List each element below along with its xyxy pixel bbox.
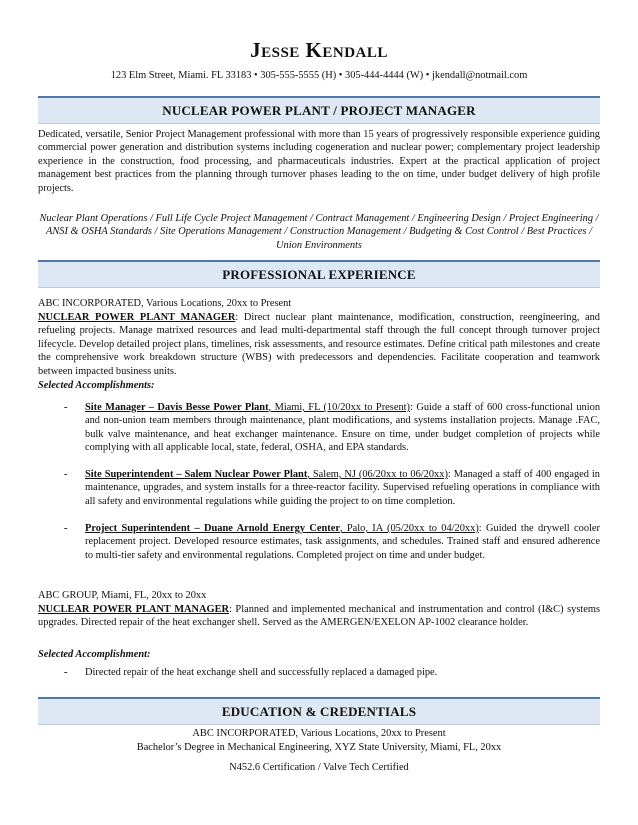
job1-title: NUCLEAR POWER PLANT MANAGER [38, 312, 236, 323]
summary-paragraph: Dedicated, versatile, Senior Project Management professional with more than 15 years of progressively responsible experience guiding commercial power generation and distribution systems including cogeneration and nuclear power; complementary project leadership experience in the construction, food processing, and pharmaceuticals industries. Expert at the practical application of project management best practices from the planning through turnover phases leading to the on time, under budget delivery of high profile projects. [38, 129, 600, 194]
bullet-body: : Guide a staff of 600 cross-functional union and non-union team members through maintenance, plant modifications, and systems installation projects. Manage .FAC, bulk valve maintenance, and heat exchanger maintenance. Ensure on time, under budget completion of projects while complying with all applicable local, state, federal, OSHA, and EPA standards. [85, 402, 601, 454]
certification-line: N452.6 Certification / Valve Tech Certified [229, 762, 409, 773]
job2-description [38, 603, 600, 630]
bullet-dash: - [64, 667, 68, 678]
experience-heading: PROFESSIONAL EXPERIENCE [38, 260, 600, 288]
skills-list: Nuclear Plant Operations / Full Life Cycle Project Management / Contract Management / Engineering Design / Project Engineering / ANSI & OSHA Standards / Site Operations Management / Construction Management / Budgeting & Cost Control / Best Practices / Union Environments [39, 213, 599, 251]
job1-company: ABC INCORPORATED, Various Locations, 20xx to Present [38, 298, 292, 309]
bullet-body: : Managed a staff of 400 engaged in maintenance, upgrades, and system installs for a three-reactor facility. Supervised refueling operations in compliance with all safety and environmental regulations while guiding the project to on time completion. [85, 469, 600, 507]
job1-description [38, 311, 600, 378]
education-heading: EDUCATION & CREDENTIALS [38, 697, 600, 725]
title-band: NUCLEAR POWER PLANT / PROJECT MANAGER [38, 96, 600, 124]
bullet-heading: Site Manager – Davis Besse Power Plant [85, 402, 269, 413]
job1-accomplishments-label: Selected Accomplishments: [38, 380, 155, 391]
bullet-location: , Salem, NJ (06/20xx to 06/20xx) [307, 469, 448, 480]
job2-company: ABC GROUP, Miami, FL, 20xx to 20xx [38, 590, 207, 601]
bullet-location: , Palo, IA (05/20xx to 04/20xx) [339, 523, 479, 534]
bullet-location: , Miami, FL (10/20xx to Present) [268, 402, 410, 413]
contact-info: 123 Elm Street, Miami. FL 33183 • 305-555-5555 (H) • 305-444-4444 (W) • jkendall@notmail.com [110, 70, 528, 81]
bullet-text [85, 522, 600, 562]
bullet-text [85, 468, 600, 508]
bullet-body: : Guided the drywell cooler replacement project. Developed resource estimates, task assignments, and schedules. Trained staff and ensured adherence to multi-tier safety and environmental regulations. Completed project on time and under budget. [85, 523, 600, 561]
job2-desc-text: : Planned and implemented mechanical and instrumentation and control (I&C) systems upgrades. Directed repair of the heat exchanger shell. Served as the AMERGEN/EXELON AP-1002 clearance holder. [38, 604, 600, 629]
education-line: Bachelor’s Degree in Mechanical Engineering, XYZ State University, Miami, FL, 20xx [136, 742, 502, 753]
job2-accomplishments-label: Selected Accomplishment: [38, 649, 151, 660]
bullet-text [85, 401, 600, 455]
bullet-heading: Project Superintendent – Duane Arnold Energy Center [85, 523, 340, 534]
candidate-name: Jesse Kendall [250, 38, 388, 62]
bullet-heading: Site Superintendent – Salem Nuclear Power Plant [85, 469, 308, 480]
job1-desc-text: : Direct nuclear plant maintenance, modification, construction, reengineering, and refueling projects. Manage matrixed resources and lead multi-departmental staff through the full concept through turnover project lifecycle. Develop detailed project plans, timelines, risk assessments, and resource estimates. Define critical path milestones and create the comprehensive work breakdown structure (WBS) with predecessors and dependencies. Facilitate cooperation and teamwork between impacted business units. [38, 312, 600, 377]
education-line: ABC INCORPORATED, Various Locations, 20xx to Present [192, 728, 446, 739]
bullet-text [85, 666, 600, 679]
job2-title: NUCLEAR POWER PLANT MANAGER [38, 604, 230, 615]
bullet-dash: - [64, 402, 68, 413]
bullet-body: Directed repair of the heat exchange shell and successfully replaced a damaged pipe. [85, 667, 438, 678]
bullet-dash: - [64, 469, 68, 480]
bullet-dash: - [64, 523, 68, 534]
